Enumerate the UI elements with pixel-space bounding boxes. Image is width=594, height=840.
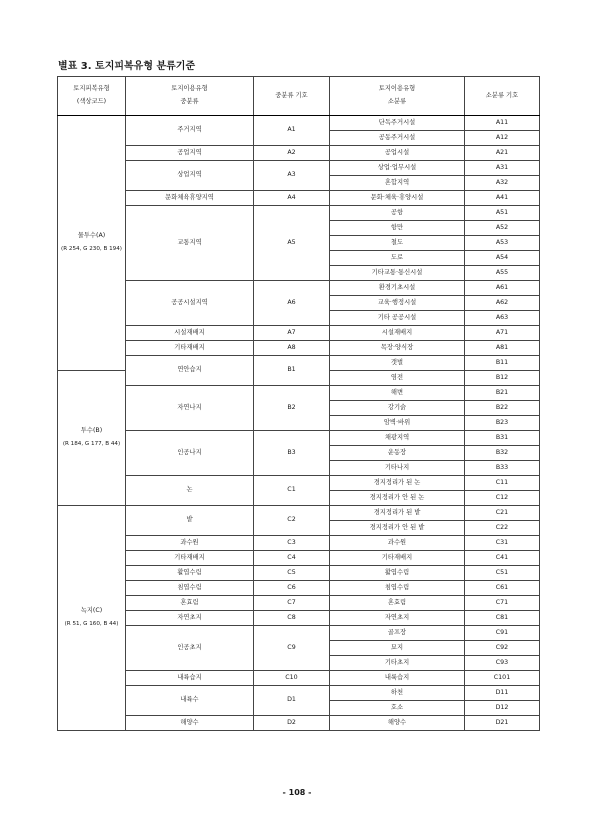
mid-category-cell: 자연나지 [126, 386, 254, 431]
mid-category-cell: 내륙수 [126, 686, 254, 716]
minor-category-cell: 해양수 [330, 716, 465, 731]
minor-category-cell: 경지정리가 안 된 밭 [330, 521, 465, 536]
minor-code-cell: C12 [465, 491, 540, 506]
mid-code-cell: A8 [254, 341, 330, 356]
mid-category-cell: 내륙습지 [126, 671, 254, 686]
minor-code-cell: B33 [465, 461, 540, 476]
mid-category-cell: 논 [126, 476, 254, 506]
mid-category-cell: 인공초지 [126, 626, 254, 671]
minor-category-cell: 단독주거시설 [330, 116, 465, 131]
mid-code-cell: C2 [254, 506, 330, 536]
minor-code-cell: A51 [465, 206, 540, 221]
minor-category-cell: 철도 [330, 236, 465, 251]
major-category-color-code: (R 254, G 230, B 194) [61, 246, 122, 253]
mid-category-cell: 교통지역 [126, 206, 254, 281]
table-row [58, 281, 540, 296]
minor-code-cell: B12 [465, 371, 540, 386]
minor-category-cell: 기타 공공시설 [330, 311, 465, 326]
header-mid-code: 중분류 기호 [254, 77, 330, 116]
mid-code-cell: C3 [254, 536, 330, 551]
header-mid-line2: 중분류 [180, 98, 199, 105]
major-category-cell [58, 506, 126, 731]
table-row [58, 596, 540, 611]
minor-code-cell: A81 [465, 341, 540, 356]
table-header-row [58, 77, 540, 116]
minor-category-cell: 경지정리가 안 된 논 [330, 491, 465, 506]
table-row [58, 581, 540, 596]
mid-category-cell: 혼효림 [126, 596, 254, 611]
minor-code-cell: B32 [465, 446, 540, 461]
minor-code-cell: A62 [465, 296, 540, 311]
header-major-line1: 토지피복유형 [73, 85, 110, 93]
minor-category-cell: 시설재배지 [330, 326, 465, 341]
minor-category-cell: 기타교통·통신시설 [330, 266, 465, 281]
table-row [58, 506, 540, 521]
minor-category-cell: 목장·양식장 [330, 341, 465, 356]
minor-code-cell: D21 [465, 716, 540, 731]
major-category-cell [58, 371, 126, 506]
mid-code-cell: A5 [254, 206, 330, 281]
table-row [58, 191, 540, 206]
header-minor-category [330, 77, 465, 116]
minor-category-cell: 공항 [330, 206, 465, 221]
mid-category-cell: 시설재배지 [126, 326, 254, 341]
minor-code-cell: A54 [465, 251, 540, 266]
mid-category-cell: 문화체육휴양지역 [126, 191, 254, 206]
table-row [58, 341, 540, 356]
minor-category-cell: 골프장 [330, 626, 465, 641]
minor-code-cell: A11 [465, 116, 540, 131]
minor-code-cell: C11 [465, 476, 540, 491]
mid-code-cell: C4 [254, 551, 330, 566]
mid-category-cell: 자연초지 [126, 611, 254, 626]
minor-category-cell: 기타재배지 [330, 551, 465, 566]
table-row [58, 146, 540, 161]
major-category-color-code: (R 184, G 177, B 44) [62, 441, 121, 448]
minor-code-cell: A55 [465, 266, 540, 281]
mid-code-cell: C6 [254, 581, 330, 596]
table-row [58, 431, 540, 446]
mid-code-cell: A7 [254, 326, 330, 341]
minor-category-cell: 운동장 [330, 446, 465, 461]
minor-category-cell: 과수원 [330, 536, 465, 551]
minor-category-cell: 침엽수림 [330, 581, 465, 596]
mid-code-cell: B2 [254, 386, 330, 431]
minor-category-cell: 하천 [330, 686, 465, 701]
major-category-name: 투수(B) [80, 427, 103, 435]
table-row [58, 356, 540, 371]
table-row [58, 161, 540, 176]
minor-code-cell: C22 [465, 521, 540, 536]
minor-category-cell: 강기슭 [330, 401, 465, 416]
minor-category-cell: 도로 [330, 251, 465, 266]
minor-category-cell: 활엽수림 [330, 566, 465, 581]
minor-category-cell: 혼합지역 [330, 176, 465, 191]
minor-code-cell: C71 [465, 596, 540, 611]
minor-category-cell: 자연초지 [330, 611, 465, 626]
mid-category-cell: 연안습지 [126, 356, 254, 386]
minor-category-cell: 상업·업무시설 [330, 161, 465, 176]
minor-category-cell: 기타나지 [330, 461, 465, 476]
minor-category-cell: 염전 [330, 371, 465, 386]
major-category-name: 녹지(C) [80, 607, 103, 615]
header-minor-line1: 토지이용유형 [378, 85, 416, 93]
header-major-line2: (색상코드) [76, 98, 107, 105]
minor-code-cell: D12 [465, 701, 540, 716]
major-category-name: 물투수(A) [77, 232, 106, 240]
minor-category-cell: 채광지역 [330, 431, 465, 446]
minor-code-cell: C93 [465, 656, 540, 671]
header-mid-category [126, 77, 254, 116]
minor-category-cell: 공업시설 [330, 146, 465, 161]
mid-code-cell: A6 [254, 281, 330, 326]
minor-category-cell: 기타초지 [330, 656, 465, 671]
table-row [58, 566, 540, 581]
minor-code-cell: A71 [465, 326, 540, 341]
minor-code-cell: B11 [465, 356, 540, 371]
minor-category-cell: 내륙습지 [330, 671, 465, 686]
mid-code-cell: B1 [254, 356, 330, 386]
minor-category-cell: 항만 [330, 221, 465, 236]
minor-category-cell: 경지정리가 된 논 [330, 476, 465, 491]
minor-code-cell: B31 [465, 431, 540, 446]
mid-category-cell: 인공나지 [126, 431, 254, 476]
header-minor-line2: 소분류 [387, 98, 407, 105]
document-title: 별표 3. 토지피복유형 분류기준 [58, 61, 196, 72]
mid-category-cell: 과수원 [126, 536, 254, 551]
table-row [58, 611, 540, 626]
mid-category-cell: 기타재배지 [126, 551, 254, 566]
major-category-color-code: (R 51, G 160, B 44) [64, 621, 119, 628]
mid-code-cell: B3 [254, 431, 330, 476]
header-major-category [58, 77, 126, 116]
header-minor-code: 소분류 기호 [465, 77, 540, 116]
minor-code-cell: A61 [465, 281, 540, 296]
minor-code-cell: A21 [465, 146, 540, 161]
mid-category-cell: 기타재배지 [126, 341, 254, 356]
minor-code-cell: C61 [465, 581, 540, 596]
minor-code-cell: A53 [465, 236, 540, 251]
table-row [58, 716, 540, 731]
mid-code-cell: A4 [254, 191, 330, 206]
mid-code-cell: D2 [254, 716, 330, 731]
table-row [58, 626, 540, 641]
minor-code-cell: A41 [465, 191, 540, 206]
table-row [58, 116, 540, 131]
mid-code-cell: C9 [254, 626, 330, 671]
mid-category-cell: 침엽수림 [126, 581, 254, 596]
minor-category-cell: 문화·체육·휴양시설 [330, 191, 465, 206]
minor-category-cell: 교육·행정시설 [330, 296, 465, 311]
minor-code-cell: D11 [465, 686, 540, 701]
mid-code-cell: C8 [254, 611, 330, 626]
minor-category-cell: 공동주거시설 [330, 131, 465, 146]
minor-code-cell: C21 [465, 506, 540, 521]
major-category-cell [58, 116, 126, 371]
minor-category-cell: 혼효림 [330, 596, 465, 611]
land-cover-classification-table [57, 76, 540, 731]
minor-code-cell: B22 [465, 401, 540, 416]
table-row [58, 686, 540, 701]
minor-code-cell: A31 [465, 161, 540, 176]
mid-code-cell: C1 [254, 476, 330, 506]
minor-code-cell: C51 [465, 566, 540, 581]
table-row [58, 386, 540, 401]
minor-code-cell: B21 [465, 386, 540, 401]
table-row [58, 536, 540, 551]
mid-code-cell: C5 [254, 566, 330, 581]
minor-category-cell: 해변 [330, 386, 465, 401]
mid-category-cell: 공공시설지역 [126, 281, 254, 326]
mid-category-cell: 활엽수림 [126, 566, 254, 581]
minor-code-cell: A12 [465, 131, 540, 146]
minor-code-cell: A52 [465, 221, 540, 236]
minor-code-cell: C101 [465, 671, 540, 686]
mid-code-cell: A1 [254, 116, 330, 146]
mid-code-cell: C10 [254, 671, 330, 686]
mid-category-cell: 주거지역 [126, 116, 254, 146]
mid-code-cell: D1 [254, 686, 330, 716]
minor-code-cell: C31 [465, 536, 540, 551]
table-row [58, 476, 540, 491]
minor-category-cell: 묘지 [330, 641, 465, 656]
minor-code-cell: A63 [465, 311, 540, 326]
minor-category-cell: 경지정리가 된 밭 [330, 506, 465, 521]
header-mid-line1: 토지이용유형 [171, 85, 208, 93]
minor-code-cell: C91 [465, 626, 540, 641]
page-number: - 108 - [282, 788, 312, 797]
mid-category-cell: 밭 [126, 506, 254, 536]
minor-code-cell: C41 [465, 551, 540, 566]
minor-category-cell: 호소 [330, 701, 465, 716]
table-row [58, 551, 540, 566]
mid-category-cell: 공업지역 [126, 146, 254, 161]
mid-code-cell: C7 [254, 596, 330, 611]
mid-code-cell: A2 [254, 146, 330, 161]
minor-code-cell: C92 [465, 641, 540, 656]
minor-category-cell: 환경기초시설 [330, 281, 465, 296]
table-row [58, 671, 540, 686]
minor-code-cell: C81 [465, 611, 540, 626]
mid-category-cell: 해양수 [126, 716, 254, 731]
mid-code-cell: A3 [254, 161, 330, 191]
minor-category-cell: 갯벌 [330, 356, 465, 371]
minor-code-cell: A32 [465, 176, 540, 191]
table-row [58, 206, 540, 221]
mid-category-cell: 상업지역 [126, 161, 254, 191]
minor-code-cell: B23 [465, 416, 540, 431]
minor-category-cell: 암벽·바위 [330, 416, 465, 431]
table-row [58, 326, 540, 341]
